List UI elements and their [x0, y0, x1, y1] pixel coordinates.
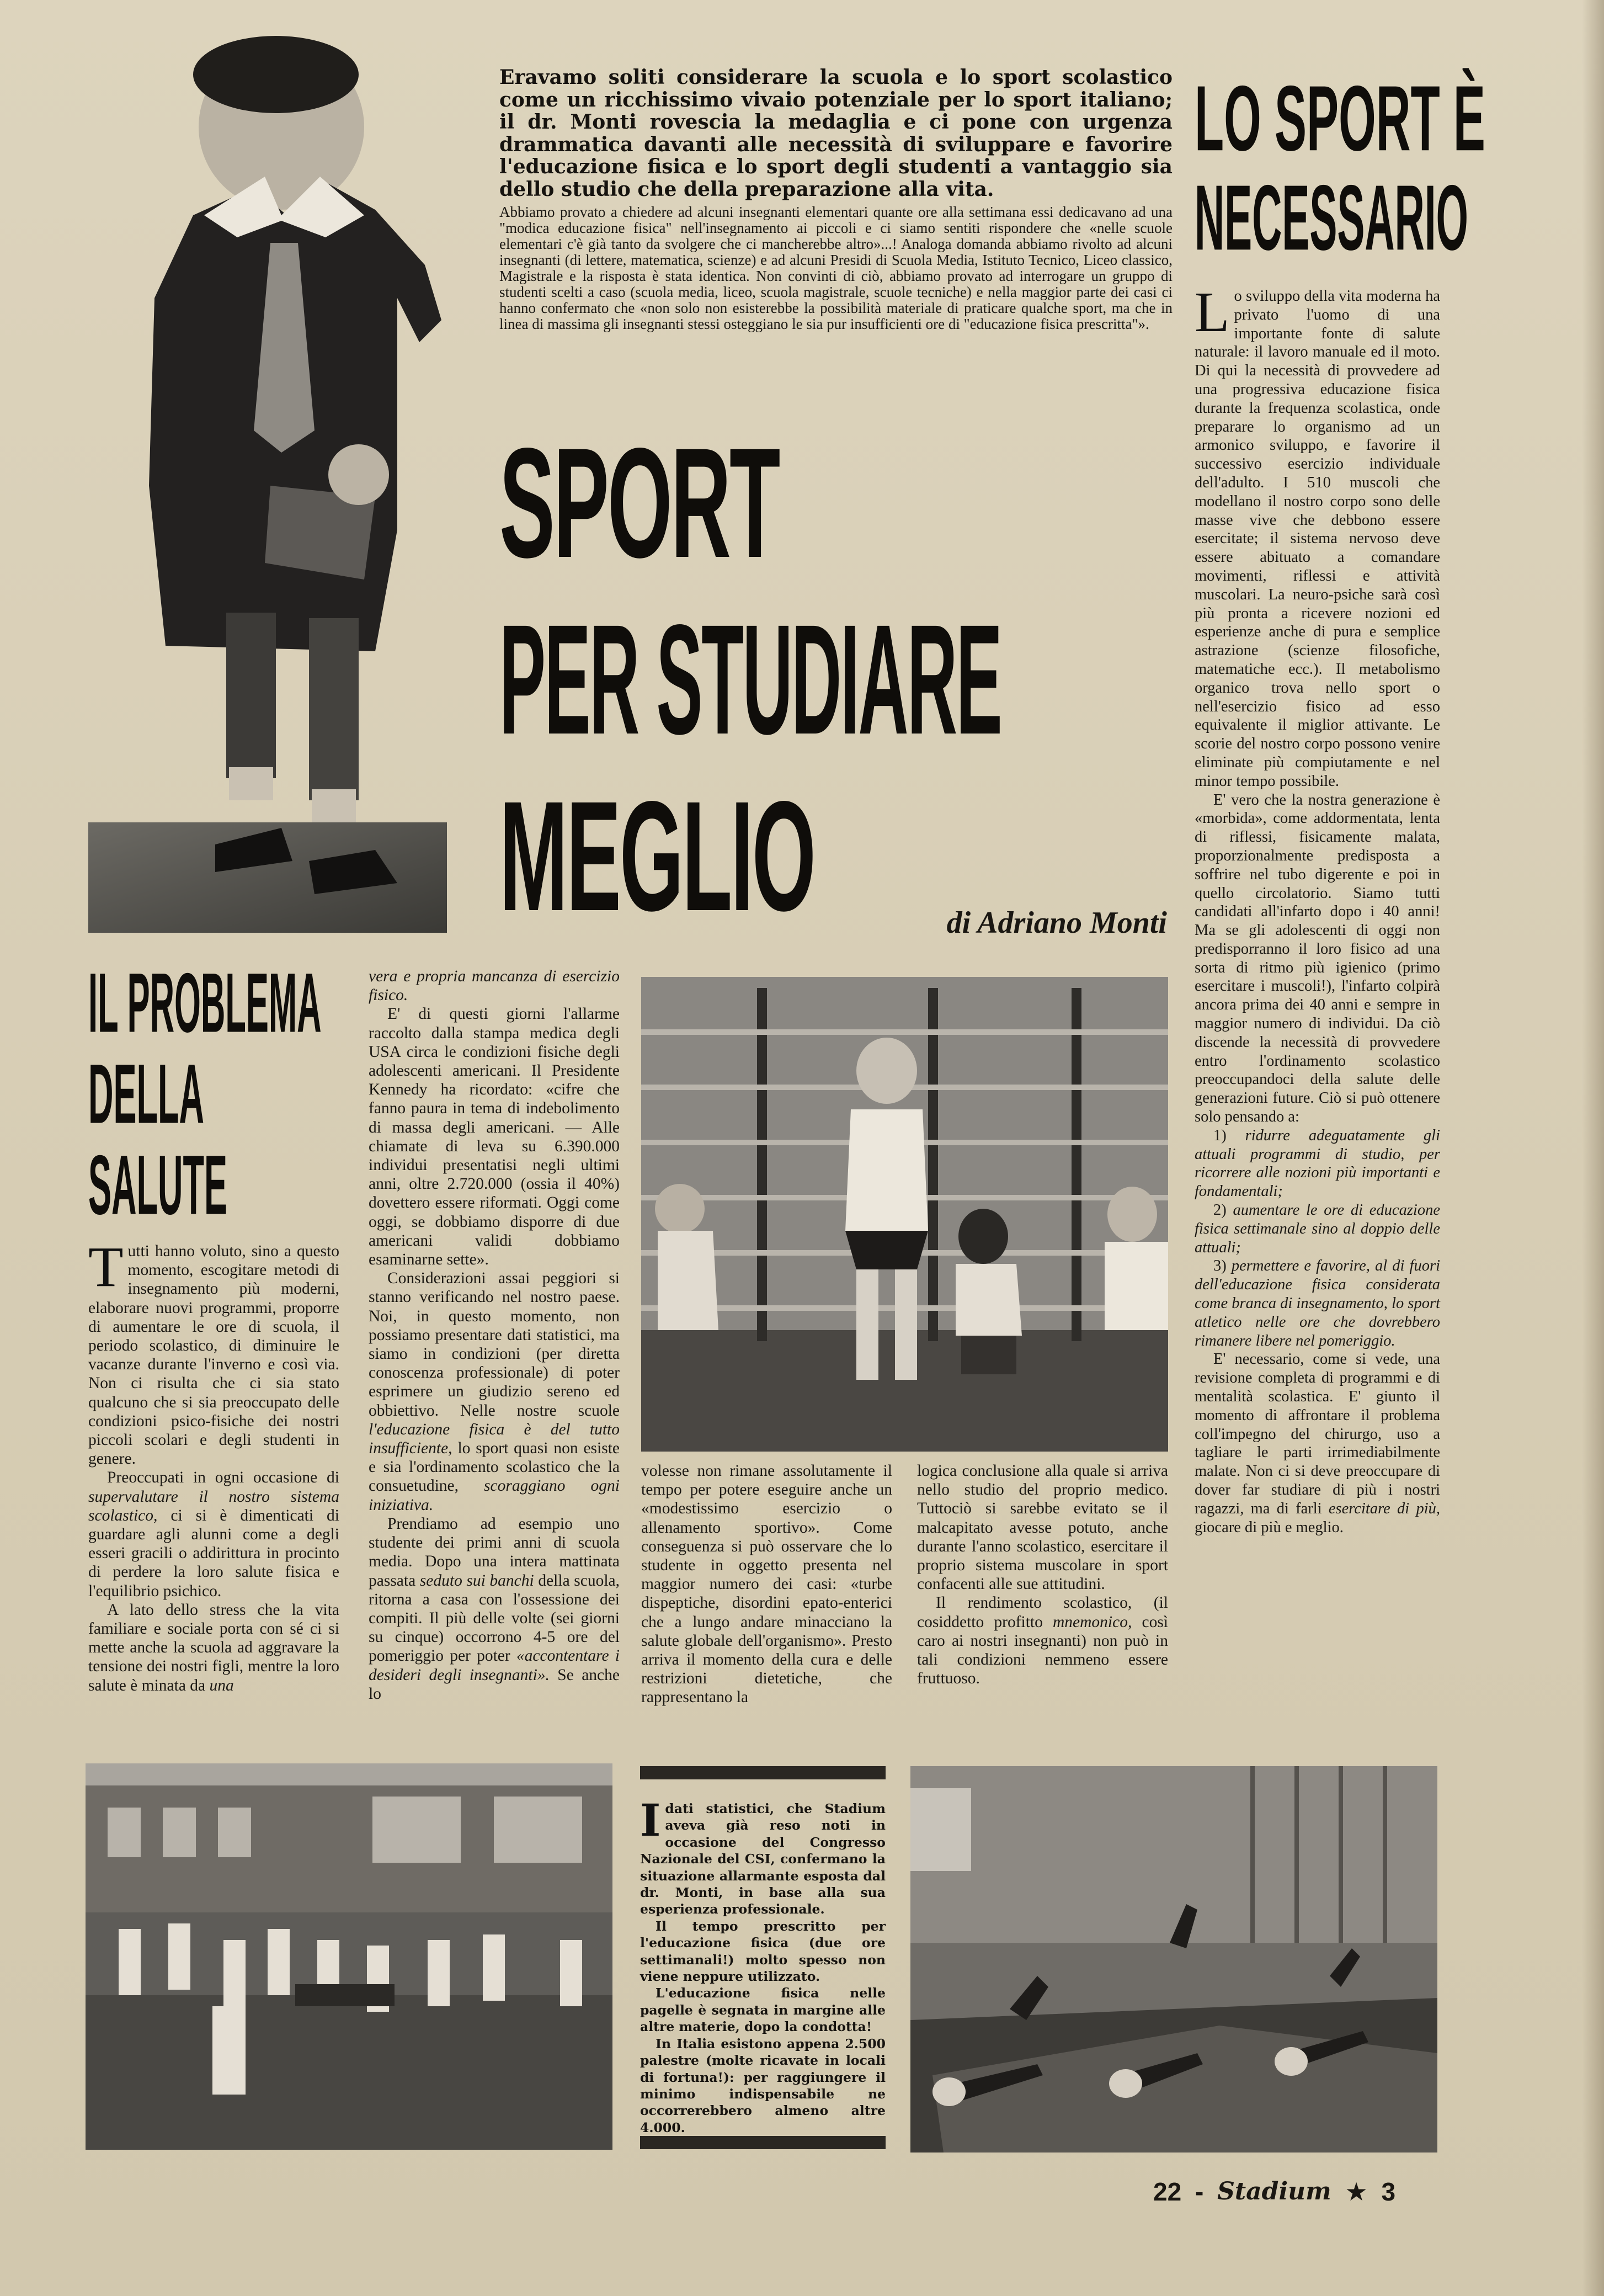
column-right-paragraph-1: Lo sviluppo della vita moderna ha privato l'uomo di una importante fonte di salute naturale: il lavoro manuale ed il moto. Di qui la necessità di provvedere ad una progressiva educazione fisica durante la frequenza scolastica, onde preparare lo organismo ad un armonico sviluppo, e favorire il successivo esercizio individuale dell'adulto. I 510 muscoli che modellano il nostro corpo sono delle masse vive che debbono essere esercitate; il sistema nervoso deve essere abituato a comandare movimenti, riflessi e attività muscolari. La neuro-psiche sarà così più pronta a ricevere nozioni ed esperienze anche di pura e semplice astrazione (scienze filosofiche, matematiche ecc.). Il metabolismo organico trova nello sport o nell'esercizio fisico ad esso equivalente il miglior attivante. Le scorie del nostro corpo possono venire eliminate più compiutamente e nel minor tempo possibile.	[1195, 280, 1440, 790]
column-left-paragraph-2: Preoccupati in ogni occasione di supervalutare il nostro sistema scolastico, ci si è dimenticati di guardare agli alunni come a degli esseri gracili o addirittura in procinto di perdere la loro salute fisica e l'equilibrio psichico.	[88, 1469, 339, 1600]
page-number: 22	[1153, 2177, 1182, 2206]
sidebar-title	[1195, 66, 1485, 270]
column-right-paragraph-3: E' necessario, come si vede, una revisione completa di programmi e di mentalità scolastica. E' giunto il momento di affrontare il problema coll'impegno del chirurgo, uso a tagliare le parti irrimediabilmente malate. Non ci si deve preoccupare di dover far studiare di più i nostri ragazzi, ma di farli esercitare di più, giocare di più e meglio.	[1195, 1351, 1440, 1536]
section-title-line-3: SALUTE	[88, 1137, 227, 1232]
column-middle-paragraph-3: Prendiamo ad esempio uno studente dei primi anni di scuola media. Dopo una intera mattinata passata seduto sui banchi della scuola, ritorna a casa con l'ossessione dei compiti. Il più delle volte (sei giorni su cinque) occorrono 4-5 ore del pomeriggio per poter «accontentare i desideri degli insegnanti». Se anche lo	[369, 1514, 620, 1703]
section-title-problema	[88, 955, 353, 1236]
statistics-box-paragraph-3: L'educazione fisica nelle pagelle è segnata in margine alle altre materie, dopo la condotta!	[640, 1985, 886, 2035]
statistics-box-paragraph-2: Il tempo prescritto per l'educazione fisica (due ore settimanali!) molto spesso non viene neppure utilizzato.	[640, 1918, 886, 1985]
statistics-box-text	[640, 1794, 886, 2136]
column-center-3: volesse non rimane assolutamente il tempo per potere eseguire anche un «modestissimo esercizio o allenamento sportivo». Come conseguenza si può osservare che lo studente in oggetto presenta nel maggior numero dei casi: «turbe dispeptiche, disordini epato-enterici che a lungo andare minacciano la salute globale dell'organismo». Presto arriva il momento della cura e delle restrizioni dietetiche, che rappresentano la	[641, 1462, 892, 1707]
sidebar-title-line-2: NECESSARIO	[1195, 165, 1468, 270]
section-title-line-2: DELLA	[88, 1046, 204, 1141]
column-center-4-paragraph-2: Il rendimento scolastico, (il cosiddetto profitto mnemonico, così caro ai nostri insegnanti) non può in tali condizioni nemmeno essere fruttuoso.	[917, 1594, 1168, 1688]
column-right-paragraph-2: E' vero che la nostra generazione è «morbida», come addormentata, lenta di riflessi, fisicamente malata, proporzionalmente predisposta a soffrire nel tubo digerente e poi in quello circolatorio. Siamo tutti candidati all'infarto dopo i 40 anni! Ma se gli adolescenti di oggi non predisporranno il loro fisico ad una sorta di ritmo più igienico (primo esercitare i muscoli!), l'infarto colpirà ancora prima dei 40 anni e sempre in maggior numero di individui. Da ciò discende la necessità di provvedere entro l'ordinamento scolastico preoccupandoci della salute delle generazioni future. Ciò si può ottenere solo pensando a:	[1195, 791, 1440, 1126]
photo-children-gym-wallbars	[641, 977, 1168, 1452]
photo-schoolyard-gymnastics	[86, 1763, 612, 2150]
column-middle-paragraph-0: vera e propria mancanza di esercizio fisico.	[369, 968, 620, 1005]
column-right	[1195, 280, 1440, 1537]
lead-paragraph: Eravamo soliti considerare la scuola e lo sport scolastico come un ricchissimo vivaio potenziale per lo sport italiano; il dr. Monti rovescia la medaglia e ci pone con urgenza drammatica davanti alle necessità di sviluppare e favorire l'educazione fisica e lo sport degli studenti a vantaggio sia dello studio che della preparazione alla vita.	[499, 66, 1173, 201]
star-icon: ★	[1345, 2176, 1368, 2207]
photo-boy-exercising	[88, 33, 486, 938]
column-center-4	[917, 1461, 1168, 1688]
section-title-line-1: IL PROBLEMA	[88, 955, 322, 1050]
column-middle	[369, 967, 620, 1703]
statistics-box	[640, 1766, 886, 2152]
column-middle-paragraph-1: E' di questi giorni l'allarme raccolto dalla stampa medica degli USA circa le condizioni fisiche degli adolescenti americani. Il Presidente Kennedy ha ricordato: «cifre che fanno paura in tema di indebolimento di massa degli americani. — Alle chiamate di leva su 6.390.000 individui presentatisi negli ultimi anni, oltre 2.720.000 (ossia il 40%) dovettero essere riformati. Oggi come oggi, se dobbiamo disporre di due americani validi dobbiamo esaminarne sette».	[369, 1005, 620, 1269]
statistics-box-paragraph-1: Idati statistici, che Stadium aveva già reso noti in occasione del Congresso Nazionale del CSI, confermano la situazione allarmante esposta dal dr. Monti, in base alla sua esperienza professionale.	[640, 1794, 886, 1917]
photo-gym-floor-exercise	[910, 1766, 1437, 2152]
statistics-box-rule-top	[640, 1766, 886, 1779]
column-left	[88, 1235, 339, 1695]
dropcap-t: T	[88, 1235, 124, 1299]
issue-number: 3	[1381, 2177, 1396, 2206]
page-folio	[1153, 2175, 1462, 2208]
headline-line-per-studiare: PER STUDIARE	[499, 592, 1001, 767]
column-left-paragraph-3: A lato dello stress che la vita familiare e sociale porta con sé ci si mette anche la scuola ad aggravare la tensione dei nostri figli, mentre la loro salute è minata da una	[88, 1601, 339, 1694]
dropcap-i: I	[640, 1794, 661, 1846]
page-edge-shadow	[1582, 0, 1604, 2296]
magazine-logo: Stadium	[1217, 2177, 1331, 2206]
headline-line-sport: SPORT	[499, 415, 779, 591]
statistics-box-paragraph-4: In Italia esistono appena 2.500 palestre (molte ricavate in locali di fortuna!): per raggiungere il minimo indispensabile ne occorrerebbero almeno altre 4.000.	[640, 2035, 886, 2135]
main-headline	[499, 415, 1161, 949]
column-right-list-item-1: 1) ridurre adeguatamente gli attuali programmi di studio, per ricorrere alle nozioni più importanti e fondamentali;	[1195, 1126, 1440, 1200]
column-left-paragraph-1: Tutti hanno voluto, sino a questo momento, escogitare metodi di insegnamento più moderni, elaborare nuovi programmi, proporre di aumentare le ore di scuola, il periodo scolastico, di diminuire le vacanze durante l'inverno e così via. Non ci risulta che ci sia stato qualcuno che si sia preoccupato delle condizioni psico-fisiche dei nostri piccoli scolari e degli studenti in genere.	[88, 1235, 339, 1468]
column-center-4-paragraph-1: logica conclusione alla quale si arriva nello studio del proprio medico. Tuttociò si sarebbe evitato se il malcapitato avesse potuto, anche durante l'anno scolastico, esercitare il proprio sistema muscolare in sport confacenti alle sue attitudini.	[917, 1462, 1168, 1593]
column-right-list-item-2: 2) aumentare le ore di educazione fisica settimanale sino al doppio delle attuali;	[1195, 1202, 1440, 1256]
headline-line-meglio: MEGLIO	[499, 768, 815, 944]
column-right-list-item-3: 3) permettere e favorire, al di fuori dell'educazione fisica considerata come branca di insegnamento, lo sport atletico nelle ore che dovrebbero rimanere libere nel pomeriggio.	[1195, 1257, 1440, 1349]
byline: di Adriano Monti	[946, 906, 1167, 940]
column-middle-paragraph-2: Considerazioni assai peggiori si stanno verificando nel nostro paese. Noi, in questo momento, non possiamo presentare dati statistici, ma siamo in condizioni (per diretta conoscenza professionale) di poter esprimere un giudizio sereno ed obbiettivo. Nelle nostre scuole l'educazione fisica è del tutto insufficiente, lo sport quasi non esiste e sia l'ordinamento scolastico che la consuetudine, scoraggiano ogni iniziativa.	[369, 1269, 620, 1514]
folio-dash: -	[1195, 2177, 1204, 2206]
dropcap-l: L	[1195, 280, 1230, 344]
intro-paragraph: Abbiamo provato a chiedere ad alcuni insegnanti elementari quante ore alla settimana essi dedicavano ad una "modica educazione fisica" nell'insegnamento ai piccoli e ci siamo sentiti rispondere che «nelle scuole elementari c'è già tanto da svolgere che ci mancherebbe altro»...! Analoga domanda abbiamo rivolto ad alcuni insegnanti (di lettere, matematica, scienze) e ad alcuni Presidi di Scuola Media, Istituto Tecnico, Liceo classico, Magistrale e la risposta è stata identica. Non convinti di ciò, abbiamo provato ad interrogare un gruppo di studenti scelti a caso (scuola media, liceo, scuola magistrale, scuole tecniche) e nella maggior parte dei casi ci hanno confermato che «non solo non esisterebbe la possibilità materiale di praticare qualche sport, ma che in linea di massima gli insegnanti stessi osteggiano le sia pur insufficienti ore di "educazione fisica prescritta"».	[499, 204, 1173, 332]
sidebar-title-line-1: LO SPORT È	[1195, 66, 1485, 171]
statistics-box-rule-bottom	[640, 2136, 886, 2149]
